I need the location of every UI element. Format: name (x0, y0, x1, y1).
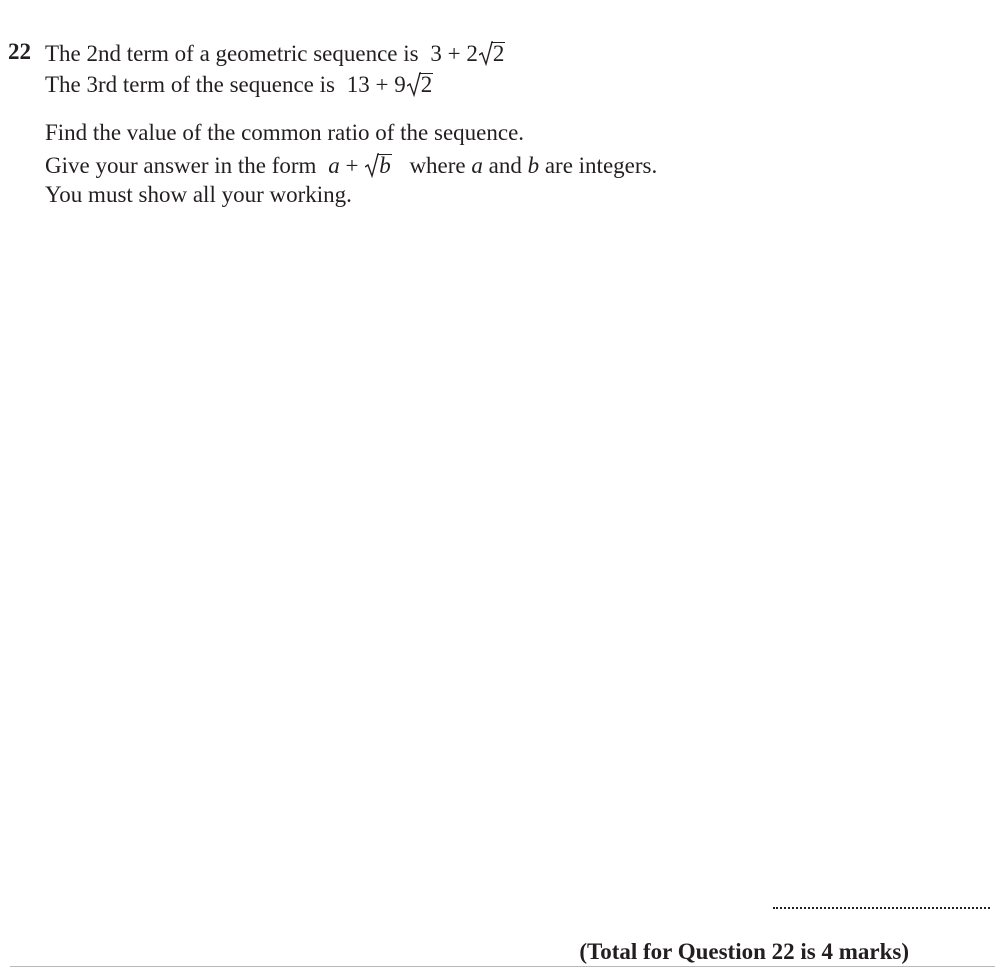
line4-where: where (409, 153, 466, 178)
line1-text: The 2nd term of a geometric sequence is (45, 41, 419, 66)
question-line-2nd-term (45, 37, 505, 69)
line1-coeff-a: 3 (430, 41, 442, 66)
line2-radicand: 2 (420, 72, 433, 97)
radical-sign-icon (479, 37, 493, 67)
form-radicand: b (379, 153, 391, 178)
line2-text: The 3rd term of the sequence is (45, 72, 335, 97)
question-number: 22 (8, 39, 31, 64)
total-marks: (Total for Question 22 is 4 marks) (579, 939, 909, 964)
instruction-answer-form (45, 149, 657, 181)
line2-expression (347, 68, 433, 100)
answer-line[interactable] (773, 907, 990, 909)
line2-radical (407, 68, 434, 100)
line4-var-b: b (527, 153, 540, 178)
line4-var-a: a (471, 153, 483, 178)
form-plus: + (345, 153, 359, 178)
form-radical (365, 149, 392, 181)
line1-coeff-b: 2 (466, 41, 478, 66)
line2-coeff-b: 9 (394, 72, 406, 97)
instruction-show-working: You must show all your working. (45, 182, 352, 207)
instruction-find-ratio: Find the value of the common ratio of the sequence. (45, 120, 525, 145)
line4-and: and (488, 153, 522, 178)
form-var-a: a (328, 153, 340, 178)
radical-sign-icon (365, 149, 379, 179)
line1-plus: + (447, 41, 461, 66)
question-line-3rd-term (45, 68, 433, 100)
line2-coeff-a: 13 (346, 72, 370, 97)
line1-expression (430, 37, 505, 69)
line1-radical (479, 37, 506, 69)
line4-suffix: are integers. (544, 153, 658, 178)
page-divider (10, 966, 995, 967)
line1-radicand: 2 (492, 41, 505, 66)
answer-form-expression (328, 149, 391, 181)
line4-prefix: Give your answer in the form (45, 153, 317, 178)
line2-plus: + (375, 72, 389, 97)
radical-sign-icon (407, 68, 421, 98)
